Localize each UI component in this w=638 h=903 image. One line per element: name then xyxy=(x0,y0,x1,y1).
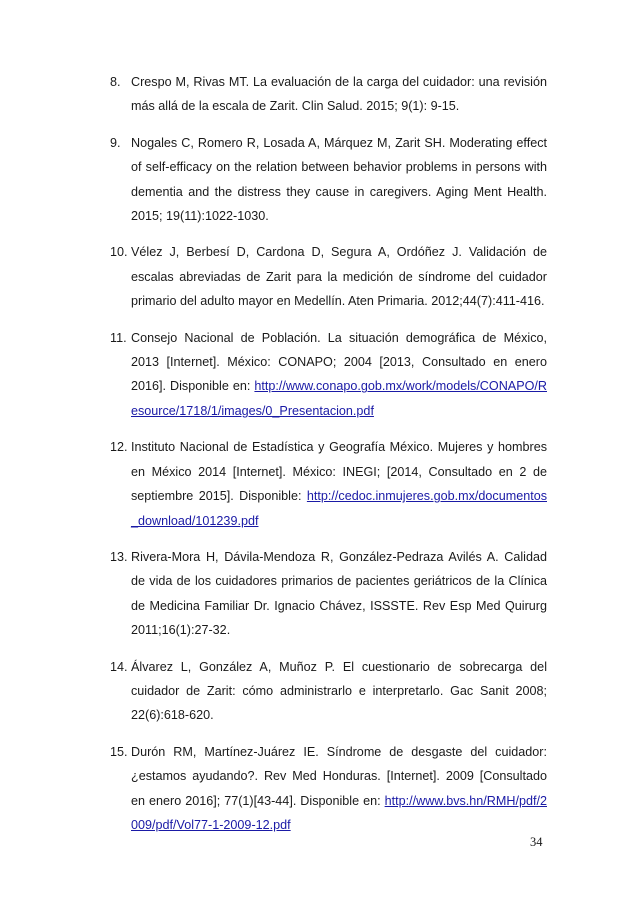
reference-item xyxy=(110,240,547,313)
reference-item xyxy=(110,70,547,119)
reference-number: 9. xyxy=(110,135,121,150)
reference-text: Álvarez L, González A, Muñoz P. El cuestionario de sobrecarga del cuidador de Zarit: cómo administrarlo e interpretarlo. Gac Sanit 2008; 22(6):618-620. xyxy=(131,659,547,723)
reference-link[interactable]: http://cedoc.inmujeres.gob.mx/documentos_download/101239.pdf xyxy=(131,489,547,528)
page-number: 34 xyxy=(530,835,543,849)
reference-text: Consejo Nacional de Población. La situación demográfica de México, 2013 [Internet]. México: CONAPO; 2004 [2013, Consultado en enero 2016]. Disponible en: xyxy=(131,330,547,394)
reference-number: 8. xyxy=(110,75,121,89)
reference-text: Vélez J, Berbesí D, Cardona D, Segura A, Ordóñez J. Validación de escalas abreviadas de Zarit para la medición de síndrome del cuidador primario del adulto mayor en Medellín. Aten Primaria. 2012;44(7):411-416. xyxy=(131,245,547,309)
reference-text: Rivera-Mora H, Dávila-Mendoza R, González-Pedraza Avilés A. Calidad de vida de los cuidadores primarios de pacientes geriátricos de la Clínica de Medicina Familiar Dr. Ignacio Chávez, ISSSTE. Rev Esp Med Quirurg 2011;16(1):27-32. xyxy=(131,549,547,638)
reference-number: 15. xyxy=(110,744,128,759)
reference-item xyxy=(110,131,547,229)
reference-item xyxy=(110,655,547,728)
reference-list xyxy=(110,70,547,849)
reference-number: 10. xyxy=(110,245,128,260)
reference-number: 13. xyxy=(110,549,128,564)
reference-text: Crespo M, Rivas MT. La evaluación de la carga del cuidador: una revisión más allá de la escala de Zarit. Clin Salud. 2015; 9(1): 9-15. xyxy=(131,75,547,114)
reference-item xyxy=(110,545,547,643)
reference-link[interactable]: http://www.bvs.hn/RMH/pdf/2009/pdf/Vol77-1-2009-12.pdf xyxy=(131,793,547,832)
reference-text: Durón RM, Martínez-Juárez IE. Síndrome de desgaste del cuidador: ¿estamos ayudando?. Rev Med Honduras. [Internet]. 2009 [Consultado en enero 2016]; 77(1)[43-44]. Disponible en: xyxy=(131,744,547,808)
reference-text: Instituto Nacional de Estadística y Geografía México. Mujeres y hombres en México 2014 [Internet]. México: INEGI; [2014, Consultado en 2 de septiembre 2015]. Disponible: xyxy=(131,440,547,504)
reference-text: Nogales C, Romero R, Losada A, Márquez M, Zarit SH. Moderating effect of self-efficacy on the relation between behavior problems in persons with dementia and the distress they cause in caregivers. Aging Ment Health. 2015; 19(11):1022-1030. xyxy=(131,135,547,224)
reference-number: 12. xyxy=(110,440,128,455)
reference-item xyxy=(110,435,547,533)
reference-number: 11. xyxy=(110,330,127,345)
reference-item xyxy=(110,740,547,838)
reference-item xyxy=(110,326,547,424)
reference-link[interactable]: http://www.conapo.gob.mx/work/models/CONAPO/Resource/1718/1/images/0_Presentacion.pdf xyxy=(131,379,547,418)
reference-number: 14. xyxy=(110,659,128,674)
